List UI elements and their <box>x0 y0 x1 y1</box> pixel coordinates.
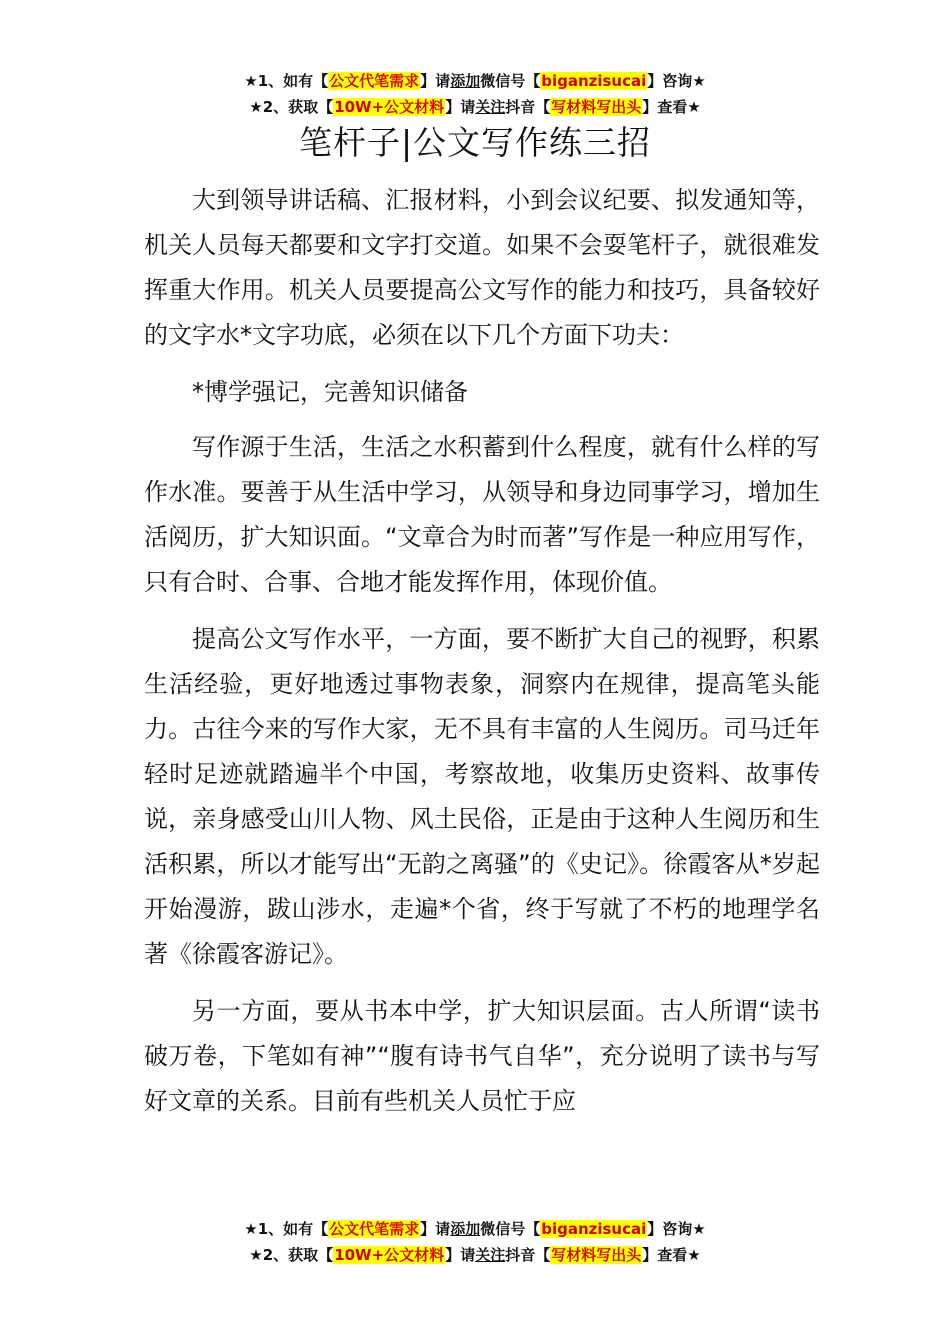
banner-underline: 添加 <box>450 1220 481 1238</box>
banner-highlight-douyin-id: 写材料写出头 <box>551 1246 642 1264</box>
banner-highlight: 10W+公文材料 <box>334 1246 445 1264</box>
banner-text: 抖音【 <box>505 98 551 116</box>
banner-underline: 关注 <box>475 1246 506 1264</box>
banner-line-2 <box>0 1242 950 1268</box>
footer-banner <box>0 1216 950 1268</box>
banner-text: 】请 <box>445 1246 476 1264</box>
banner-highlight: 公文代笔需求 <box>329 1220 420 1238</box>
header-banner <box>0 68 950 120</box>
document-title: 笔杆子|公文写作练三招 <box>298 123 652 162</box>
banner-text: ★1、如有【 <box>244 72 329 90</box>
banner-highlight: 10W+公文材料 <box>334 98 445 116</box>
banner-text: 微信号【 <box>480 1220 541 1238</box>
banner-highlight-wechat-id: biganzisucai <box>541 1220 647 1238</box>
banner-text: 】请 <box>420 1220 451 1238</box>
banner-text: 抖音【 <box>505 1246 551 1264</box>
section-heading: *博学强记，完善知识储备 <box>192 378 468 406</box>
banner-underline: 添加 <box>450 72 481 90</box>
banner-underline: 关注 <box>475 98 506 116</box>
paragraph: 另一方面，要从书本中学，扩大知识层面。古人所谓“读书破万卷，下笔如有神”“腹有诗书气自华”，充分说明了读书与写好文章的关系。目前有些机关人员忙于应 <box>144 997 820 1115</box>
banner-text: 微信号【 <box>480 72 541 90</box>
banner-text: 】查看★ <box>642 1246 701 1264</box>
banner-text: 】请 <box>445 98 476 116</box>
banner-highlight-douyin-id: 写材料写出头 <box>551 98 642 116</box>
banner-text: ★2、获取【 <box>249 1246 334 1264</box>
banner-text: 】请 <box>420 72 451 90</box>
banner-text: 】咨询★ <box>647 1220 706 1238</box>
paragraph: 写作源于生活，生活之水积蓄到什么程度，就有什么样的写作水准。要善于从生活中学习，从领导和身边同事学习，增加生活阅历，扩大知识面。“文章合为时而著”写作是一种应用写作，只有合时、合事、合地才能发挥作用，体现价值。 <box>144 433 820 596</box>
banner-line-2 <box>0 94 950 120</box>
banner-highlight-wechat-id: biganzisucai <box>541 72 647 90</box>
banner-line-1 <box>0 68 950 94</box>
banner-highlight: 公文代笔需求 <box>329 72 420 90</box>
paragraph-intro: 大到领导讲话稿、汇报材料，小到会议纪要、拟发通知等，机关人员每天都要和文字打交道。如果不会耍笔杆子，就很难发挥重大作用。机关人员要提高公文写作的能力和技巧，具备较好的文字水*文字功底，必须在以下几个方面下功夫： <box>144 186 820 349</box>
banner-text: ★2、获取【 <box>249 98 334 116</box>
document-body <box>144 178 820 1136</box>
banner-text: 】咨询★ <box>647 72 706 90</box>
banner-line-1 <box>0 1216 950 1242</box>
banner-text: ★1、如有【 <box>244 1220 329 1238</box>
paragraph: 提高公文写作水平，一方面，要不断扩大自己的视野，积累生活经验，更好地透过事物表象，洞察内在规律，提高笔头能力。古往今来的写作大家，无不具有丰富的人生阅历。司马迁年轻时足迹就踏遍半个中国，考察故地，收集历史资料、故事传说，亲身感受山川人物、风土民俗，正是由于这种人生阅历和生活积累，所以才能写出“无韵之离骚”的《史记》。徐霞客从*岁起开始漫游，跋山涉水，走遍*个省，终于写就了不朽的地理学名著《徐霞客游记》。 <box>144 625 820 968</box>
banner-text: 】查看★ <box>642 98 701 116</box>
